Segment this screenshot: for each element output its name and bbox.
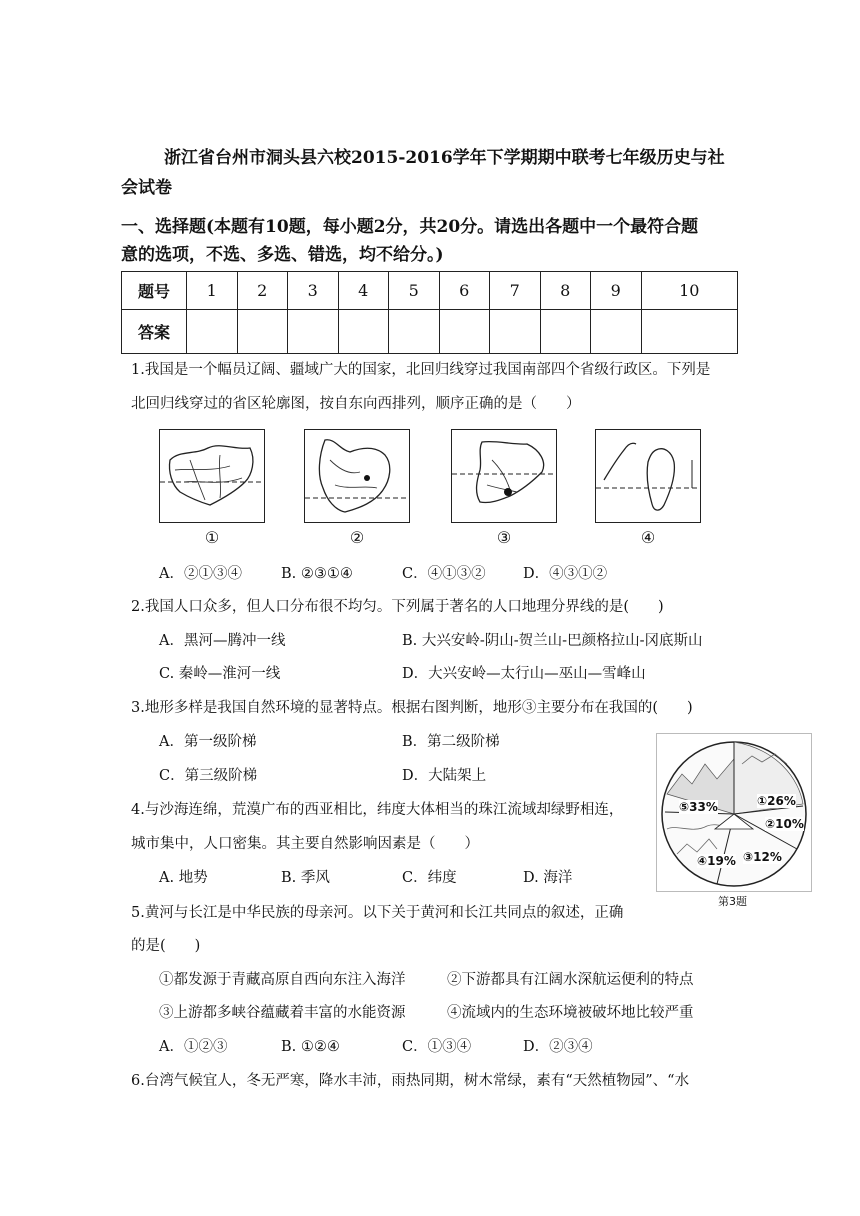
q4-option-d[interactable]: D. 海洋 <box>523 870 573 886</box>
q5-stem-line1: 5.黄河与长江是中华民族的母亲河。以下关于黄河和长江共同点的叙述，正确 <box>131 905 624 921</box>
q2-option-a[interactable]: A．黑河—腾冲一线 <box>159 633 286 649</box>
map-label-1: ① <box>204 528 220 547</box>
table-cell-number: 4 <box>338 272 389 310</box>
answer-cell[interactable] <box>187 310 238 354</box>
q3-option-a[interactable]: A．第一级阶梯 <box>159 734 257 750</box>
table-cell-number: 1 <box>187 272 238 310</box>
q5-statement-4: ④流域内的生态环境被破坏地比较严重 <box>447 1005 694 1021</box>
q3-option-b[interactable]: B．第二级阶梯 <box>402 734 500 750</box>
q1-option-a[interactable]: A．②①③④ <box>159 566 242 582</box>
table-cell-number: 6 <box>439 272 490 310</box>
answer-cell[interactable] <box>591 310 642 354</box>
section-heading-line1: 一、选择题(本题有10题，每小题2分，共20分。请选出各题中一个最符合题 <box>121 217 699 237</box>
q1-option-b[interactable]: B. ②③①④ <box>281 566 353 582</box>
q3-option-c[interactable]: C．第三级阶梯 <box>159 768 258 784</box>
answer-cell[interactable] <box>641 310 738 354</box>
exam-title-line2: 会试卷 <box>121 178 172 198</box>
table-cell-number: 5 <box>389 272 440 310</box>
q5-statement-2: ②下游都具有江阔水深航运便利的特点 <box>447 972 694 988</box>
q2-stem: 2.我国人口众多，但人口分布很不均匀。下列属于著名的人口地理分界线的是( ) <box>131 599 664 615</box>
q4-stem-line2: 城市集中，人口密集。其主要自然影响因素是（ ） <box>131 836 479 852</box>
map-label-3: ③ <box>496 528 512 547</box>
q5-option-b[interactable]: B. ①②④ <box>281 1039 340 1055</box>
q1-option-c[interactable]: C．④①③② <box>402 566 486 582</box>
q5-stem-line2: 的是( ) <box>131 938 201 954</box>
map-label-4: ④ <box>640 528 656 547</box>
province-outline-map-3 <box>451 429 557 523</box>
table-cell-number: 9 <box>591 272 642 310</box>
answer-cell[interactable] <box>439 310 490 354</box>
table-header-question-no: 题号 <box>122 272 187 310</box>
q3-stem: 3.地形多样是我国自然环境的显著特点。根据右图判断，地形③主要分布在我国的( ) <box>131 700 693 716</box>
table-header-answer: 答案 <box>122 310 187 354</box>
answer-cell[interactable] <box>540 310 591 354</box>
map-label-2: ② <box>349 528 365 547</box>
q1-stem-line2: 北回归线穿过的省区轮廓图，按自东向西排列，顺序正确的是（ ） <box>131 396 581 412</box>
q5-statement-3: ③上游都多峡谷蕴藏着丰富的水能资源 <box>159 1005 406 1021</box>
figure-label-3: ③12% <box>743 850 782 864</box>
q4-stem-line1: 4.与沙海连绵，荒漠广布的西亚相比，纬度大体相当的珠江流域却绿野相连， <box>131 802 624 818</box>
table-cell-number: 2 <box>237 272 288 310</box>
answer-table <box>121 271 738 354</box>
figure-label-2: ②10% <box>765 817 804 831</box>
q1-option-d[interactable]: D．④③①② <box>523 566 608 582</box>
q5-option-a[interactable]: A．①②③ <box>159 1039 228 1055</box>
exam-title-line1: 浙江省台州市洞头县六校2015-2016学年下学期期中联考七年级历史与社 <box>164 148 725 168</box>
figure-caption: 第3题 <box>718 895 747 908</box>
answer-cell[interactable] <box>338 310 389 354</box>
q5-option-c[interactable]: C．①③④ <box>402 1039 472 1055</box>
q5-option-d[interactable]: D．②③④ <box>523 1039 593 1055</box>
q1-stem-line1: 1.我国是一个幅员辽阔、疆域广大的国家，北回归线穿过我国南部四个省级行政区。下列是 <box>131 362 711 378</box>
province-outline-map-4 <box>595 429 701 523</box>
table-cell-number: 10 <box>641 272 738 310</box>
terrain-proportion-figure <box>656 733 812 892</box>
province-outline-map-1 <box>159 429 265 523</box>
answer-cell[interactable] <box>288 310 339 354</box>
answer-cell[interactable] <box>389 310 440 354</box>
q2-option-d[interactable]: D．大兴安岭—太行山—巫山—雪峰山 <box>402 666 646 682</box>
q4-option-c[interactable]: C．纬度 <box>402 870 457 886</box>
q2-option-c[interactable]: C. 秦岭—淮河一线 <box>159 666 281 682</box>
q4-option-a[interactable]: A. 地势 <box>159 870 208 886</box>
figure-label-4: ④19% <box>697 854 736 868</box>
q3-option-d[interactable]: D．大陆架上 <box>402 768 487 784</box>
q4-option-b[interactable]: B. 季风 <box>281 870 330 886</box>
q2-option-b[interactable]: B. 大兴安岭-阴山-贺兰山-巴颜格拉山-冈底斯山 <box>402 633 703 649</box>
section-heading-line2: 意的选项，不选、多选、错选，均不给分。) <box>121 245 444 265</box>
q6-stem-line1: 6.台湾气候宜人，冬无严寒，降水丰沛，雨热同期，树木常绿，素有“天然植物园”、“水 <box>131 1073 690 1089</box>
table-cell-number: 8 <box>540 272 591 310</box>
figure-label-1: ①26% <box>757 794 796 808</box>
q5-statement-1: ①都发源于青藏高原自西向东注入海洋 <box>159 972 406 988</box>
table-cell-number: 3 <box>288 272 339 310</box>
answer-cell[interactable] <box>237 310 288 354</box>
table-cell-number: 7 <box>490 272 541 310</box>
figure-label-5: ⑤33% <box>679 800 718 814</box>
answer-cell[interactable] <box>490 310 541 354</box>
province-outline-map-2 <box>304 429 410 523</box>
